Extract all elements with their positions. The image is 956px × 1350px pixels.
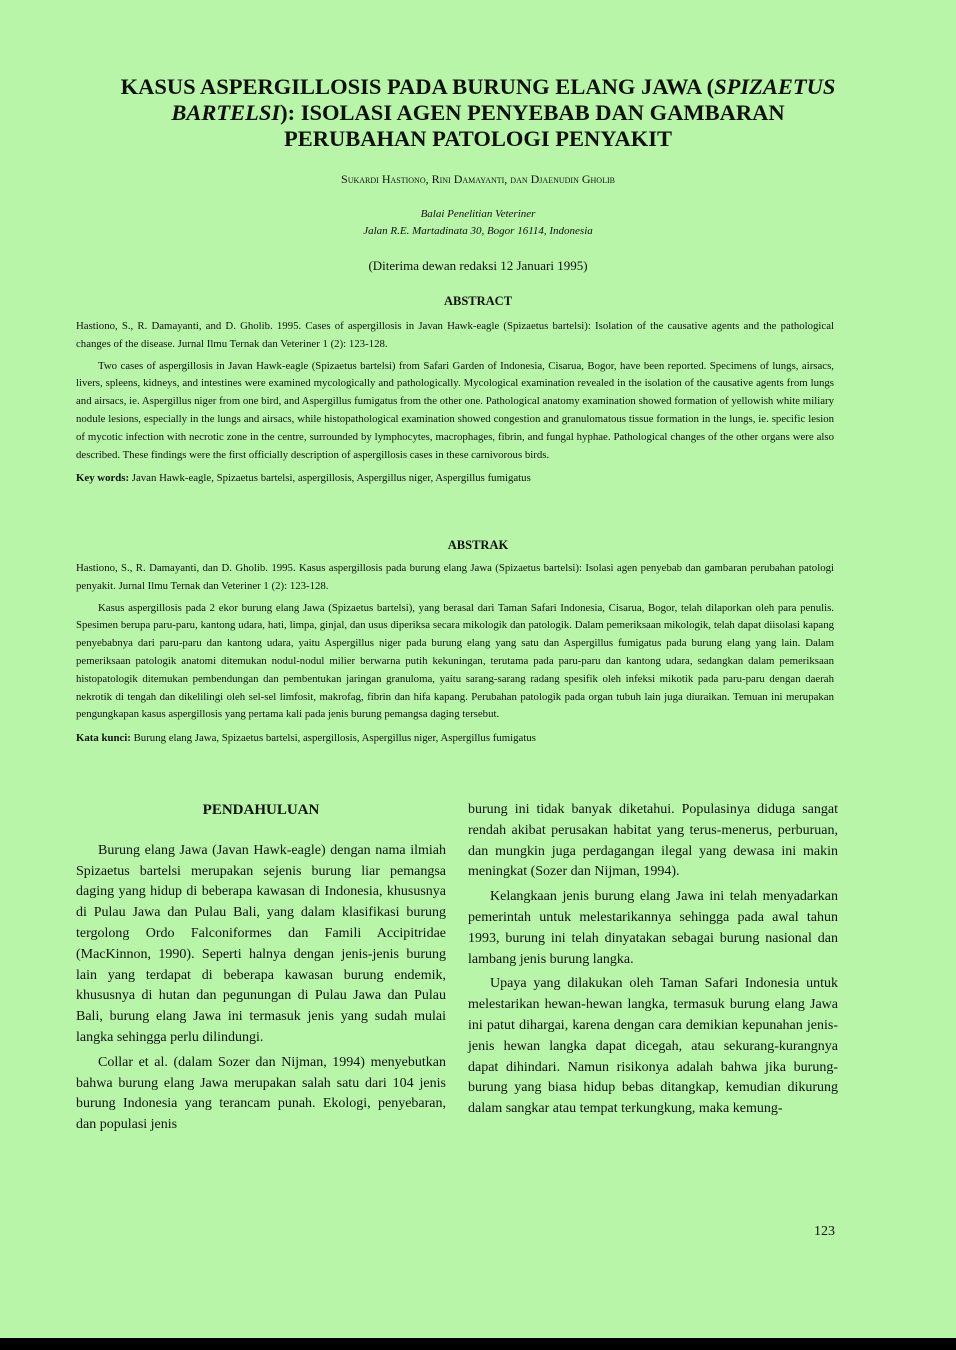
intro-right-p2: Kelangkaan jenis burung elang Jawa ini telah menyadarkan pemerintah untuk melestarikannya sehingga pada awal tahun 1993, burung ini telah dinyatakan sebagai burung nasional dan lambang jenis burung langka. (468, 889, 838, 967)
title-line1: KASUS ASPERGILLOSIS PADA BURUNG ELANG JAWA ( (120, 74, 715, 99)
abstrak-body: Kasus aspergillosis pada 2 ekor burung elang Jawa (Spizaetus bartelsi), yang berasal dari Taman Safari Indonesia, Cisarua, Bogor, telah dilaporkan oleh para penulis. Spesimen berupa paru-paru, kantong udara, hati, limpa, ginjal, dan usus diperiksa secara mikologik dan patologik. Dalam pemeriksaan mikologik, telah dapat diisolasi kapang penyebabnya dari paru-paru dan kantong udara, yaitu Aspergillus niger pada burung elang yang satu dan Aspergillus fumigatus pada burung elang yang lain. Dalam pemeriksaan patologik anatomi ditemukan nodul-nodul milier berwarna putih kekuningan, terutama pada paru-paru dan kantong udara, sedangkan dalam pemeriksaan histopatologik ditemukan pembendungan dan pembentukan jaringan granuloma, yaitu sarang-sarang radang spesifik oleh infeksi mikotik pada paru-paru dengan daerah nekrotik di tengah dan dikelilingi oleh sel-sel limfosit, makrofag, fibrin dan hifa kapang. Perubahan patologik pada organ tubuh lain juga diuraikan. Temuan ini merupakan pengungkapan kasus aspergillosis yang pertama kali pada jenis burung pemangsa daging tersebut. (76, 601, 834, 721)
abstrak-keywords-text: Burung elang Jawa, Spizaetus bartelsi, aspergillosis, Aspergillus niger, Aspergillus fumigatus (133, 732, 536, 745)
title-line3: PERUBAHAN PATOLOGI PENYAKIT (284, 126, 672, 151)
intro-left-column (76, 800, 446, 1136)
intro-left-p2: Collar et al. (dalam Sozer dan Nijman, 1994) menyebutkan bahwa burung elang Jawa merupakan salah satu dari 104 jenis burung Indonesia yang terancam punah. Ekologi, penyebaran, dan populasi jenis (76, 1054, 446, 1133)
abstract-body: Two cases of aspergillosis in Javan Hawk-eagle (Spizaetus bartelsi) from Safari Garden of Indonesia, Cisarua, Bogor, have been reported. Specimens of lungs, airsacs, livers, spleens, kidneys, and intestines were examined mycologically and pathologically. Mycological examination revealed in the isolation of the causative agents from lungs and airsacs, ie. Aspergillus niger from one bird, and Aspergillus fumigatus from the other one. Pathological anatomy examination showed formation of yellowish white miliary nodule lesions, especially in the lungs and airsacs, while histopathological examination showed congestion and granulomatous tissue formation in the lungs, ie. specific lesion of mycotic infection with necrotic zone in the centre, surrounded by lymphocytes, macrophages, fibrin, and fungal hyphae. Pathological changes of the other organs were also described. These findings were the first officially description of aspergillosis cases in these carnivorous birds. (76, 359, 834, 461)
abstrak-citation: Hastiono, S., R. Damayanti, dan D. Gholib. 1995. Kasus aspergillosis pada burung elang Jawa (Spizaetus bartelsi): Isolasi agen penyebab dan gambaran perubahan patologi penyakit. Jurnal Ilmu Ternak dan Veteriner 1 (2): 123-128. (76, 562, 834, 592)
title-line2: ): ISOLASI AGEN PENYEBAB DAN GAMBARAN (280, 100, 785, 125)
page-number: 123 (814, 1224, 835, 1239)
intro-right-p3: Upaya yang dilakukan oleh Taman Safari Indonesia untuk melestarikan hewan-hewan langka, termasuk burung elang Jawa ini patut dihargai, karena dengan cara demikian kepunahan jenis-jenis hewan langka dapat dicegah, atau sekurang-kurangnya dapat dihindari. Namun risikonya adalah bahwa jika burung-burung yang biasa hidup bebas ditangkap, kemudian dikurung dalam sangkar atau tempat terkungkung, maka kemung- (468, 976, 838, 1117)
title-line2-italic: BARTELSI (171, 100, 281, 125)
abstract-keywords (76, 470, 834, 488)
abstrak-heading: ABSTRAK (447, 538, 509, 552)
abstract-heading: ABSTRACT (443, 294, 513, 308)
intro-heading: PENDAHULUAN (202, 802, 320, 818)
intro-right-column (468, 800, 838, 1120)
institution-address: Jalan R.E. Martadinata 30, Bogor 16114, Indonesia (363, 225, 593, 237)
intro-right-p1: burung ini tidak banyak diketahui. Populasinya diduga sangat rendah akibat perusakan habitat yang terus-menerus, perburuan, dan mungkin juga perdagangan ilegal yang dewasa ini makin meningkat (Sozer dan Nijman, 1994). (468, 802, 838, 880)
abstrak-keywords (76, 730, 834, 748)
abstract-keywords-label: Key words: (76, 472, 130, 485)
title-line1-italic: SPIZAETUS (714, 74, 836, 99)
abstrak-keywords-label: Kata kunci: (76, 732, 131, 745)
received-date: (Diterima dewan redaksi 12 Januari 1995) (368, 258, 588, 273)
abstrak-block (76, 560, 834, 748)
abstract-keywords-text: Javan Hawk-eagle, Spizaetus bartelsi, aspergillosis, Aspergillus niger, Aspergillus fumigatus (131, 472, 531, 485)
abstract-block (76, 318, 834, 488)
authors: Sukardi Hastiono, Rini Damayanti, dan Djaenudin Gholib (341, 172, 615, 186)
abstract-citation: Hastiono, S., R. Damayanti, and D. Gholib. 1995. Cases of aspergillosis in Javan Hawk-eagle (Spizaetus bartelsi): Isolation of the causative agents and the pathological changes of the disease. Jurnal Ilmu Ternak dan Veteriner 1 (2): 123-128. (76, 320, 834, 350)
institution (0, 206, 956, 240)
article-title (60, 74, 896, 152)
institution-name: Balai Penelitian Veteriner (420, 208, 536, 220)
intro-left-p1: Burung elang Jawa (Javan Hawk-eagle) dengan nama ilmiah Spizaetus bartelsi merupakan sejenis burung liar pemangsa daging yang hidup di beberapa kawasan di Indonesia, khususnya di Pulau Jawa dan Pulau Bali, yang dalam klasifikasi burung tergolong Ordo Falconiformes dan Famili Accipitridae (MacKinnon, 1990). Seperti halnya dengan jenis-jenis burung lain yang terdapat di beberapa kawasan burung endemik, khususnya di hutan dan pegunungan di Pulau Jawa dan Pulau Bali, burung elang Jawa ini termasuk jenis yang sudah mulai langka sehingga perlu dilindungi. (76, 842, 446, 1045)
